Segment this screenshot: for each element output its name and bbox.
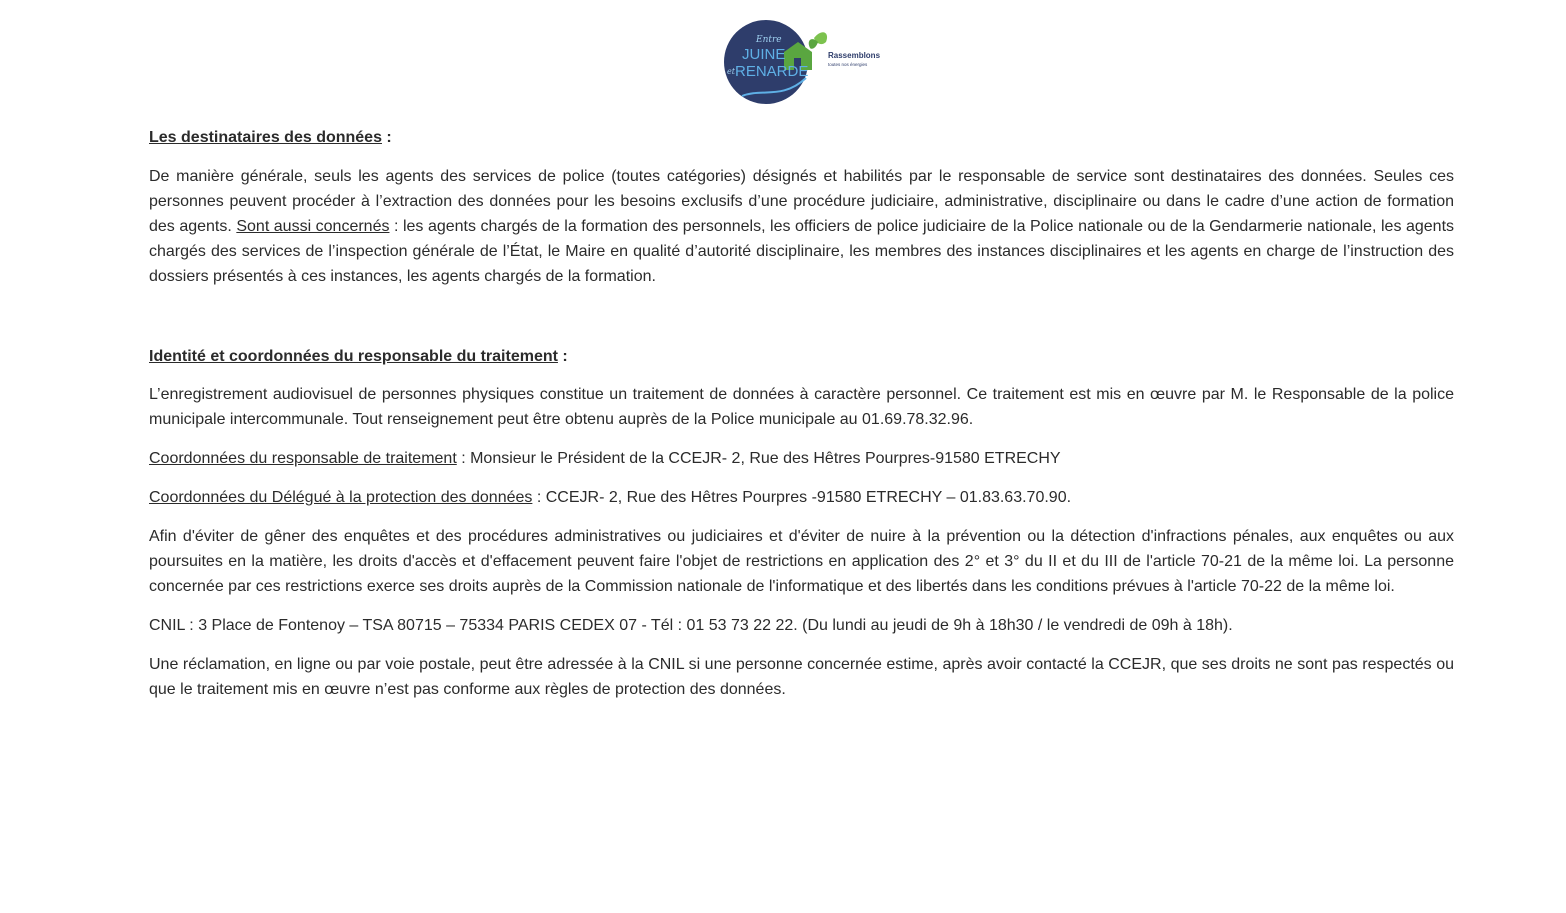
logo-graphic	[722, 18, 897, 106]
dpo-contact-paragraph	[149, 485, 1454, 510]
controller-contact-label: Coordonnées du responsable de traitement	[149, 450, 457, 467]
restrictions-paragraph: Afin d'éviter de gêner des enquêtes et des procédures administratives ou judiciaires et d'éviter de nuire à la prévention ou la détection d'infractions pénales, aux enquêtes ou aux poursuites en la matière, les droits d'accès et d'effacement peuvent faire l'objet de restrictions en application des 2° et 3° du II et du III de l'article 70-21 de la même loi. La personne concernée par ces restrictions exerce ses droits auprès de la Commission nationale de l'informatique et des libertés dans les conditions prévues à l'article 70-22 de la même loi.	[149, 528, 1454, 595]
controller-contact-text: : Monsieur le Président de la CCEJR- 2, Rue des Hêtres Pourpres-91580 ETRECHY	[456, 450, 1061, 467]
heading-text: Identité et coordonnées du responsable du traitement	[149, 348, 558, 365]
heading-suffix: :	[557, 348, 568, 365]
controller-contact-paragraph	[149, 446, 1454, 471]
underlined-phrase: Sont aussi concernés	[236, 218, 390, 235]
dpo-contact-label: Coordonnées du Délégué à la protection des données	[149, 489, 533, 506]
logo-word-et: et	[727, 67, 735, 76]
recipients-paragraph	[149, 164, 1454, 289]
heading-suffix: :	[381, 129, 392, 146]
logo-slogan-sub: toutes nos énergies	[828, 62, 868, 67]
logo-word-entre: Entre	[756, 35, 782, 45]
processing-paragraph: L’enregistrement audiovisuel de personnes physiques constitue un traitement de données à caractère personnel. Ce traitement est mis en œuvre par M. le Responsable de la police municipale intercommunale. Tout renseignement peut être obtenu auprès de la Police municipale au 01.69.78.32.96.	[149, 386, 1454, 428]
paragraph-text: : les agents chargés de la formation des personnels, les officiers de police judiciaire de la Police nationale ou de la Gendarmerie nationale, les agents chargés des services de l’inspection générale de l’État, le Maire en qualité d’autorité disciplinaire, les membres des instances disciplinaires et les agents en charge de l’instruction des dossiers présentés à ces instances, les agents chargés de la formation.	[149, 218, 1455, 285]
logo-word-renarde: RENARDE	[735, 63, 809, 80]
paragraph-text: De manière générale, seuls les agents des services de police (toutes catégories) désignés et habilités par le responsable de service sont destinataires des données. Seules ces personnes peuvent procéder à l’extraction des données pour les besoins exclusifs d’une procédure judiciaire, administrative, disciplinaire ou dans le cadre d’une action de formation des agents.	[149, 168, 1454, 235]
dpo-contact-text: : CCEJR- 2, Rue des Hêtres Pourpres -91580 ETRECHY – 01.83.63.70.90.	[532, 489, 1072, 506]
document-body	[149, 126, 1454, 702]
heading-text: Les destinataires des données	[149, 129, 382, 146]
complaint-paragraph: Une réclamation, en ligne ou par voie postale, peut être adressée à la CNIL si une personne concernée estime, après avoir contacté la CCEJR, que ses droits ne sont pas respectés ou que le traitement mis en œuvre n’est pas conforme aux règles de protection des données.	[149, 656, 1454, 698]
logo-slogan-main: Rassemblons	[828, 51, 881, 60]
section-heading-recipients	[149, 126, 1454, 150]
logo-word-juine: JUINE	[742, 46, 786, 63]
cnil-contact-paragraph: CNIL : 3 Place de Fontenoy – TSA 80715 – 75334 PARIS CEDEX 07 - Tél : 01 53 73 22 22. (Du lundi au jeudi de 9h à 18h30 / le vendredi de 09h à 18h).	[149, 617, 1233, 634]
logo	[722, 18, 897, 106]
section-heading-controller	[149, 345, 1454, 369]
